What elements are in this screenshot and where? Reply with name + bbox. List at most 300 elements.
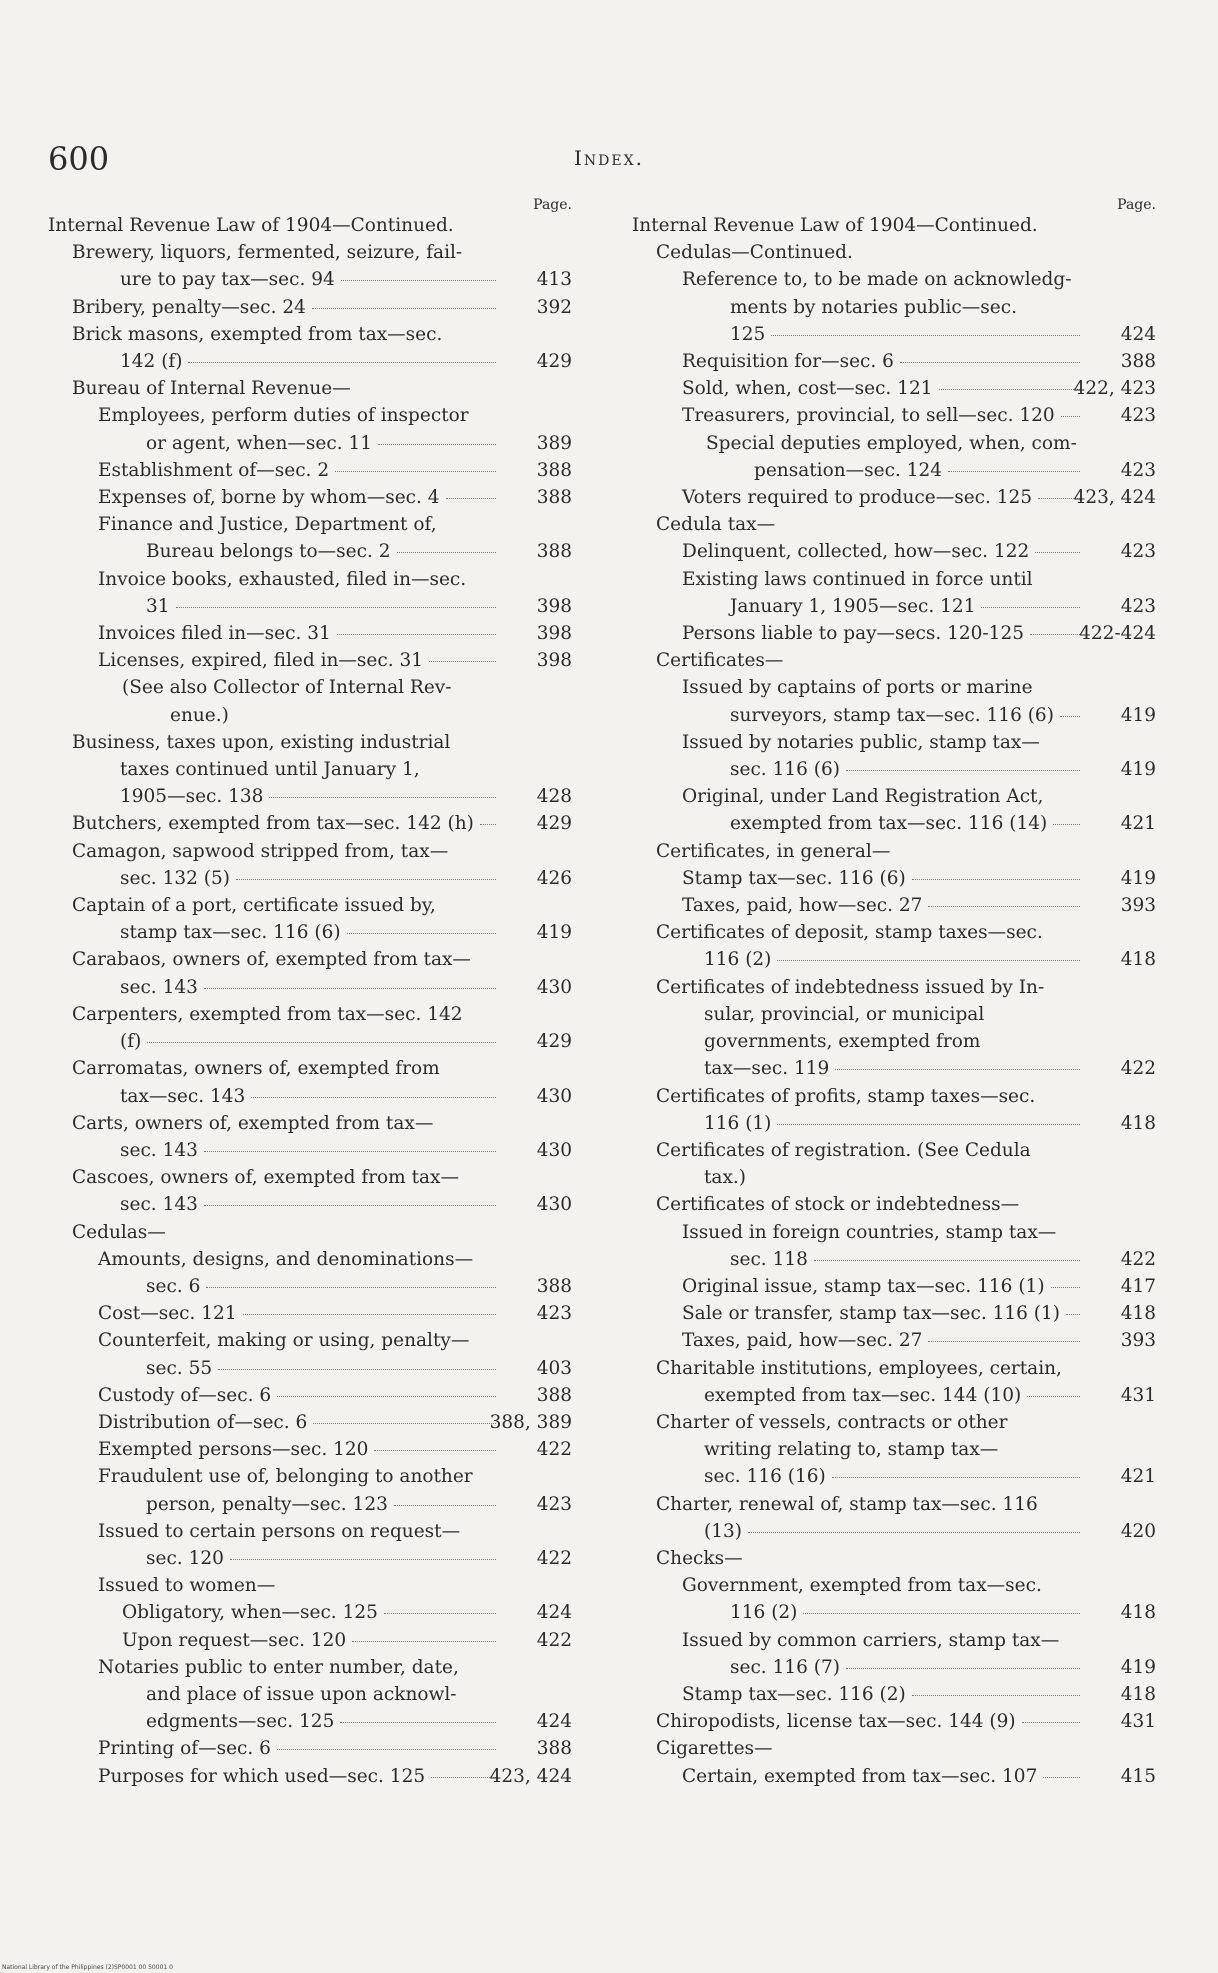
- entry-line: [72, 838, 496, 865]
- page-reference: 424: [536, 1602, 572, 1624]
- entry-text: Finance and Justice, Department of,: [98, 514, 437, 536]
- entry-text: Establishment of—sec. 2: [98, 459, 330, 481]
- entry-text: Exempted persons—sec. 120: [98, 1439, 369, 1461]
- index-entry: [98, 1327, 578, 1381]
- entry-text: Delinquent, collected, how—sec. 122: [682, 541, 1030, 563]
- page-reference: 430: [536, 976, 572, 998]
- entry-text: Fraudulent use of, belonging to another: [98, 1466, 473, 1488]
- page-reference: 389: [536, 432, 572, 454]
- entry-text: Issued to certain persons on request—: [98, 1520, 461, 1542]
- entry-text: Charter of vessels, contracts or other: [656, 1411, 1008, 1433]
- index-entry: [682, 1572, 1162, 1626]
- page-reference: 429: [536, 813, 572, 835]
- entry-line: [98, 457, 496, 484]
- entry-line: [98, 1763, 496, 1790]
- entry-text: Stamp tax—sec. 116 (2): [682, 1683, 906, 1705]
- entry-text: Charitable institutions, employees, certain,: [656, 1357, 1062, 1379]
- index-entry: [682, 729, 1162, 783]
- entry-line: [72, 1137, 496, 1164]
- entry-text: January 1, 1905—sec. 121: [730, 595, 976, 617]
- entry-text: or agent, when—sec. 11: [146, 432, 373, 454]
- entry-text: tax.): [704, 1167, 746, 1189]
- entry-line: [656, 1137, 1080, 1164]
- page-reference: 420: [1120, 1520, 1156, 1542]
- entry-text: Cost—sec. 121: [98, 1303, 237, 1325]
- entry-text: edgments—sec. 125: [146, 1711, 335, 1733]
- entry-text: Government, exempted from tax—sec.: [682, 1575, 1042, 1597]
- index-entry: [98, 1572, 578, 1599]
- entry-line: [98, 538, 496, 565]
- entry-line: [682, 1599, 1080, 1626]
- index-entry: [656, 511, 1162, 538]
- index-entry: [656, 1545, 1162, 1572]
- entry-text: Chiropodists, license tax—sec. 144 (9): [656, 1711, 1016, 1733]
- entry-text: Voters required to produce—sec. 125: [682, 487, 1033, 509]
- entry-line: [98, 1545, 496, 1572]
- page-reference: 418: [1120, 1112, 1156, 1134]
- index-entry: [682, 1273, 1162, 1300]
- entry-line: [122, 702, 496, 729]
- entry-line: [98, 620, 496, 647]
- index-entry: [98, 511, 578, 565]
- entry-line: [682, 1572, 1080, 1599]
- entry-line: [656, 1382, 1080, 1409]
- index-column-left: [48, 196, 578, 1790]
- entry-text: Purposes for which used—sec. 125: [98, 1765, 426, 1787]
- entry-line: [656, 239, 1080, 266]
- page-reference: 424: [536, 1711, 572, 1733]
- page-reference: 421: [1120, 813, 1156, 835]
- entry-line: [706, 430, 1080, 457]
- entry-line: [656, 1518, 1080, 1545]
- entry-line: [682, 674, 1080, 701]
- entry-line: [682, 1246, 1080, 1273]
- page-reference: 413: [536, 269, 572, 291]
- index-entry: [656, 1137, 1162, 1191]
- entry-text: sec. 116 (16): [704, 1466, 826, 1488]
- entry-line: [98, 1735, 496, 1762]
- index-entry: [682, 266, 1162, 348]
- continued-heading: Internal Revenue Law of 1904—Continued.: [48, 215, 454, 236]
- entry-text: Notaries public to enter number, date,: [98, 1656, 459, 1678]
- entry-text: Certain, exempted from tax—sec. 107: [682, 1765, 1038, 1787]
- index-entry: [122, 1627, 578, 1654]
- index-entry: [682, 1763, 1162, 1790]
- entry-text: Issued by common carriers, stamp tax—: [682, 1629, 1060, 1651]
- page-reference: 423: [1120, 541, 1156, 563]
- page-column-label: Page.: [1117, 197, 1156, 213]
- entry-line: [656, 1028, 1080, 1055]
- page-reference: 419: [1120, 704, 1156, 726]
- entry-text: Invoices filed in—sec. 31: [98, 623, 331, 645]
- index-entry: [682, 566, 1162, 620]
- page-reference: 423: [1120, 405, 1156, 427]
- entry-text: exempted from tax—sec. 116 (14): [730, 813, 1048, 835]
- entry-text: Issued by captains of ports or marine: [682, 677, 1033, 699]
- index-entry: [656, 974, 1162, 1083]
- entry-line: [656, 1409, 1080, 1436]
- index-entry: [656, 1083, 1162, 1137]
- entry-line: [98, 1491, 496, 1518]
- entry-line: [682, 375, 1080, 402]
- index-entry: [682, 620, 1162, 647]
- entry-text: Reference to, to be made on acknowledg-: [682, 269, 1072, 291]
- entry-line: [72, 1028, 496, 1055]
- entry-text: Existing laws continued in force until: [682, 568, 1033, 590]
- entry-line: [72, 1001, 496, 1028]
- page-reference: 419: [536, 922, 572, 944]
- entry-text: taxes continued until January 1,: [120, 759, 420, 781]
- entry-text: governments, exempted from: [704, 1031, 981, 1053]
- index-entry: [682, 484, 1162, 511]
- index-entry: [72, 321, 578, 375]
- entry-text: Invoice books, exhausted, filed in—sec.: [98, 568, 467, 590]
- entry-text: Certificates, in general—: [656, 840, 891, 862]
- entry-text: Licenses, expired, filed in—sec. 31: [98, 650, 424, 672]
- entry-line: [682, 1627, 1080, 1654]
- entry-line: [72, 1055, 496, 1082]
- running-head: Index.: [574, 146, 644, 170]
- index-entry: [656, 1191, 1162, 1218]
- page-reference: 419: [1120, 1656, 1156, 1678]
- index-entry: [98, 1246, 578, 1300]
- entry-line: [72, 1219, 496, 1246]
- index-entry: [122, 1599, 578, 1626]
- index-entry: [98, 1409, 578, 1436]
- entry-line: [656, 1164, 1080, 1191]
- index-entry: [656, 838, 1162, 865]
- entry-line: [656, 511, 1080, 538]
- index-entry: [98, 566, 578, 620]
- entry-line: [72, 865, 496, 892]
- entry-text: Bribery, penalty—sec. 24: [72, 296, 306, 318]
- entry-text: Brick masons, exempted from tax—sec.: [72, 323, 443, 345]
- page-reference: 426: [536, 867, 572, 889]
- page-reference: 388: [536, 1275, 572, 1297]
- entry-line: [98, 1681, 496, 1708]
- entry-text: Cascoes, owners of, exempted from tax—: [72, 1167, 459, 1189]
- index-entry: [98, 1300, 578, 1327]
- index-entry: [122, 674, 578, 728]
- page-reference: 424: [1120, 323, 1156, 345]
- entry-text: sular, provincial, or municipal: [704, 1003, 985, 1025]
- entry-text: Issued to women—: [98, 1575, 276, 1597]
- index-entry: [682, 892, 1162, 919]
- entry-line: [122, 1627, 496, 1654]
- page-reference: 423: [1120, 459, 1156, 481]
- entry-line: [682, 538, 1080, 565]
- entry-text: tax—sec. 119: [704, 1058, 830, 1080]
- entry-text: Original, under Land Registration Act,: [682, 786, 1044, 808]
- index-entry: [72, 1219, 578, 1246]
- entry-line: [72, 239, 496, 266]
- entry-line: [98, 1382, 496, 1409]
- entry-line: [682, 620, 1080, 647]
- entry-line: [682, 1681, 1080, 1708]
- entry-line: [682, 1654, 1080, 1681]
- entry-line: [98, 1273, 496, 1300]
- entry-text: and place of issue upon acknowl-: [146, 1683, 457, 1705]
- page-reference: 430: [536, 1194, 572, 1216]
- entry-line: [72, 266, 496, 293]
- index-entry: [72, 1110, 578, 1164]
- index-entry: [682, 1627, 1162, 1681]
- entry-line: [682, 702, 1080, 729]
- page-reference: 392: [536, 296, 572, 318]
- page-reference: 428: [536, 786, 572, 808]
- index-entry: [72, 1001, 578, 1055]
- index-entry: [682, 674, 1162, 728]
- entry-text: Special deputies employed, when, com-: [706, 432, 1077, 454]
- entry-line: [72, 729, 496, 756]
- index-entry: [682, 375, 1162, 402]
- entry-text: Obligatory, when—sec. 125: [122, 1602, 378, 1624]
- entry-line: [656, 1083, 1080, 1110]
- entry-text: Sold, when, cost—sec. 121: [682, 378, 933, 400]
- index-entry: [98, 1654, 578, 1736]
- entry-text: 116 (2): [704, 949, 772, 971]
- index-entry: [72, 810, 578, 837]
- entry-text: Carts, owners of, exempted from tax—: [72, 1112, 434, 1134]
- entry-text: Issued in foreign countries, stamp tax—: [682, 1221, 1057, 1243]
- entry-text: Certificates of deposit, stamp taxes—sec.: [656, 922, 1043, 944]
- page-reference: 415: [1120, 1765, 1156, 1787]
- entry-text: sec. 55: [146, 1357, 213, 1379]
- entry-text: Counterfeit, making or using, penalty—: [98, 1330, 470, 1352]
- entry-line: [72, 348, 496, 375]
- index-entry: [72, 294, 578, 321]
- entry-line: [682, 348, 1080, 375]
- index-entry: [656, 647, 1162, 674]
- entry-line: [72, 1164, 496, 1191]
- entry-line: [122, 1599, 496, 1626]
- entry-text: Bureau of Internal Revenue—: [72, 378, 351, 400]
- index-entry: [98, 620, 578, 647]
- entry-line: [72, 892, 496, 919]
- entry-line: [98, 511, 496, 538]
- page-reference: 419: [1120, 759, 1156, 781]
- entry-line: [98, 402, 496, 429]
- entry-line: [682, 402, 1080, 429]
- entry-line: [98, 1300, 496, 1327]
- page-reference: 418: [1120, 1303, 1156, 1325]
- entry-line: [98, 566, 496, 593]
- index-entry: [656, 1708, 1162, 1735]
- entry-line: [72, 756, 496, 783]
- entry-line: [682, 294, 1080, 321]
- entry-text: Brewery, liquors, fermented, seizure, fail-: [72, 242, 463, 264]
- index-entry: [682, 538, 1162, 565]
- entry-text: Printing of—sec. 6: [98, 1738, 271, 1760]
- page-column-label: Page.: [533, 197, 572, 213]
- index-entry: [656, 919, 1162, 973]
- entry-text: Upon request—sec. 120: [122, 1629, 347, 1651]
- entry-line: [656, 946, 1080, 973]
- entry-line: [656, 919, 1080, 946]
- entry-text: sec. 116 (6): [730, 759, 840, 781]
- entry-line: [656, 647, 1080, 674]
- entry-line: [98, 1327, 496, 1354]
- index-entry: [682, 865, 1162, 892]
- page-reference: 422, 423: [1073, 378, 1156, 400]
- entry-line: [98, 593, 496, 620]
- continued-heading: Internal Revenue Law of 1904—Continued.: [632, 215, 1038, 236]
- entry-text: Original issue, stamp tax—sec. 116 (1): [682, 1275, 1045, 1297]
- index-entry: [682, 1219, 1162, 1273]
- page-reference: 388: [536, 459, 572, 481]
- entry-list: [632, 239, 1162, 1790]
- page-reference: 393: [1120, 895, 1156, 917]
- page-reference: 388: [536, 1384, 572, 1406]
- entry-line: [98, 1436, 496, 1463]
- entry-text: Cedulas—Continued.: [656, 242, 853, 264]
- entry-line: [98, 484, 496, 511]
- page-reference: 431: [1120, 1384, 1156, 1406]
- entry-text: 116 (2): [730, 1602, 798, 1624]
- page-reference: 423: [536, 1493, 572, 1515]
- entry-line: [682, 1327, 1080, 1354]
- page-reference: 423, 424: [1073, 487, 1156, 509]
- entry-text: Certificates of profits, stamp taxes—sec.: [656, 1085, 1036, 1107]
- entry-line: [72, 783, 496, 810]
- page-reference: 398: [536, 623, 572, 645]
- entry-line: [706, 457, 1080, 484]
- entry-text: tax—sec. 143: [120, 1085, 246, 1107]
- entry-text: Amounts, designs, and denominations—: [98, 1248, 474, 1270]
- entry-line: [656, 1355, 1080, 1382]
- entry-text: Issued by notaries public, stamp tax—: [682, 731, 1040, 753]
- index-entry: [98, 457, 578, 484]
- page-reference: 393: [1120, 1330, 1156, 1352]
- entry-text: ure to pay tax—sec. 94: [120, 269, 335, 291]
- page-reference: 388: [536, 487, 572, 509]
- page-reference: 422: [536, 1629, 572, 1651]
- entry-line: [682, 892, 1080, 919]
- page-reference: 398: [536, 595, 572, 617]
- entry-line: [72, 375, 496, 402]
- page-reference: 388: [536, 1738, 572, 1760]
- page-reference: 417: [1120, 1275, 1156, 1297]
- entry-line: [682, 484, 1080, 511]
- index-entry: [656, 1355, 1162, 1409]
- page-reference: 430: [536, 1139, 572, 1161]
- entry-text: 1905—sec. 138: [120, 786, 264, 808]
- index-entry: [98, 1763, 578, 1790]
- entry-line: [122, 674, 496, 701]
- entry-line: [656, 1463, 1080, 1490]
- entry-line: [682, 593, 1080, 620]
- entry-line: [682, 1763, 1080, 1790]
- entry-text: sec. 116 (7): [730, 1656, 840, 1678]
- entry-line: [682, 810, 1080, 837]
- index-entry: [682, 783, 1162, 837]
- entry-text: Taxes, paid, how—sec. 27: [682, 1330, 923, 1352]
- entry-text: Taxes, paid, how—sec. 27: [682, 895, 923, 917]
- entry-line: [98, 1246, 496, 1273]
- entry-line: [682, 1300, 1080, 1327]
- entry-text: surveyors, stamp tax—sec. 116 (6): [730, 704, 1054, 726]
- entry-text: Butchers, exempted from tax—sec. 142 (h): [72, 813, 474, 835]
- page-reference: 421: [1120, 1466, 1156, 1488]
- entry-text: sec. 120: [146, 1547, 224, 1569]
- entry-line: [656, 1735, 1080, 1762]
- entry-text: ments by notaries public—sec.: [730, 296, 1017, 318]
- entry-text: Certificates of registration. (See Cedula: [656, 1139, 1031, 1161]
- page-reference: 419: [1120, 867, 1156, 889]
- entry-line: [72, 1110, 496, 1137]
- index-entry: [706, 430, 1162, 484]
- entry-line: [72, 294, 496, 321]
- index-entry: [682, 1300, 1162, 1327]
- entry-text: Custody of—sec. 6: [98, 1384, 272, 1406]
- entry-text: 142 (f): [120, 351, 183, 373]
- page-reference: 388: [1120, 351, 1156, 373]
- entry-line: [98, 1518, 496, 1545]
- entry-line: [682, 321, 1080, 348]
- page-reference: 418: [1120, 1602, 1156, 1624]
- page-reference: 422: [536, 1547, 572, 1569]
- entry-text: sec. 143: [120, 976, 198, 998]
- entry-text: enue.): [170, 704, 229, 726]
- index-entry: [72, 729, 578, 811]
- entry-text: Persons liable to pay—secs. 120-125: [682, 623, 1024, 645]
- entry-text: Checks—: [656, 1547, 743, 1569]
- index-entry: [98, 402, 578, 456]
- index-entry: [72, 946, 578, 1000]
- entry-text: Captain of a port, certificate issued by,: [72, 895, 436, 917]
- entry-line: [72, 974, 496, 1001]
- index-entry: [72, 892, 578, 946]
- index-entry: [98, 647, 578, 674]
- index-entry: [72, 1164, 578, 1218]
- entry-text: Requisition for—sec. 6: [682, 351, 894, 373]
- page-reference: 418: [1120, 1683, 1156, 1705]
- entry-line: [656, 1436, 1080, 1463]
- entry-line: [656, 1110, 1080, 1137]
- entry-line: [656, 1708, 1080, 1735]
- entry-text: Distribution of—sec. 6: [98, 1411, 308, 1433]
- entry-line: [98, 1409, 496, 1436]
- index-entry: [682, 402, 1162, 429]
- entry-list: [48, 239, 578, 1790]
- entry-line: [72, 946, 496, 973]
- entry-line: [72, 919, 496, 946]
- entry-text: Charter, renewal of, stamp tax—sec. 116: [656, 1493, 1038, 1515]
- entry-line: [682, 1273, 1080, 1300]
- page-reference: 423, 424: [489, 1765, 572, 1787]
- entry-line: [656, 838, 1080, 865]
- index-entry: [656, 1409, 1162, 1491]
- scan-footer-note: National Library of the Philippines (2)SP0001 00 50001 0: [2, 1964, 173, 1971]
- entry-line: [682, 729, 1080, 756]
- index-column-right: [632, 196, 1162, 1790]
- index-entry: [682, 1681, 1162, 1708]
- index-entry: [98, 1518, 578, 1572]
- entry-line: [682, 1219, 1080, 1246]
- entry-line: [656, 1545, 1080, 1572]
- entry-text: 31: [146, 595, 170, 617]
- entry-line: [656, 1191, 1080, 1218]
- page-reference: 429: [536, 351, 572, 373]
- index-entry: [656, 1735, 1162, 1762]
- entry-line: [682, 756, 1080, 783]
- entry-text: Expenses of, borne by whom—sec. 4: [98, 487, 440, 509]
- index-entry: [72, 838, 578, 892]
- entry-line: [98, 1654, 496, 1681]
- entry-line: [682, 266, 1080, 293]
- entry-text: Cedulas—: [72, 1221, 166, 1243]
- entry-line: [656, 1001, 1080, 1028]
